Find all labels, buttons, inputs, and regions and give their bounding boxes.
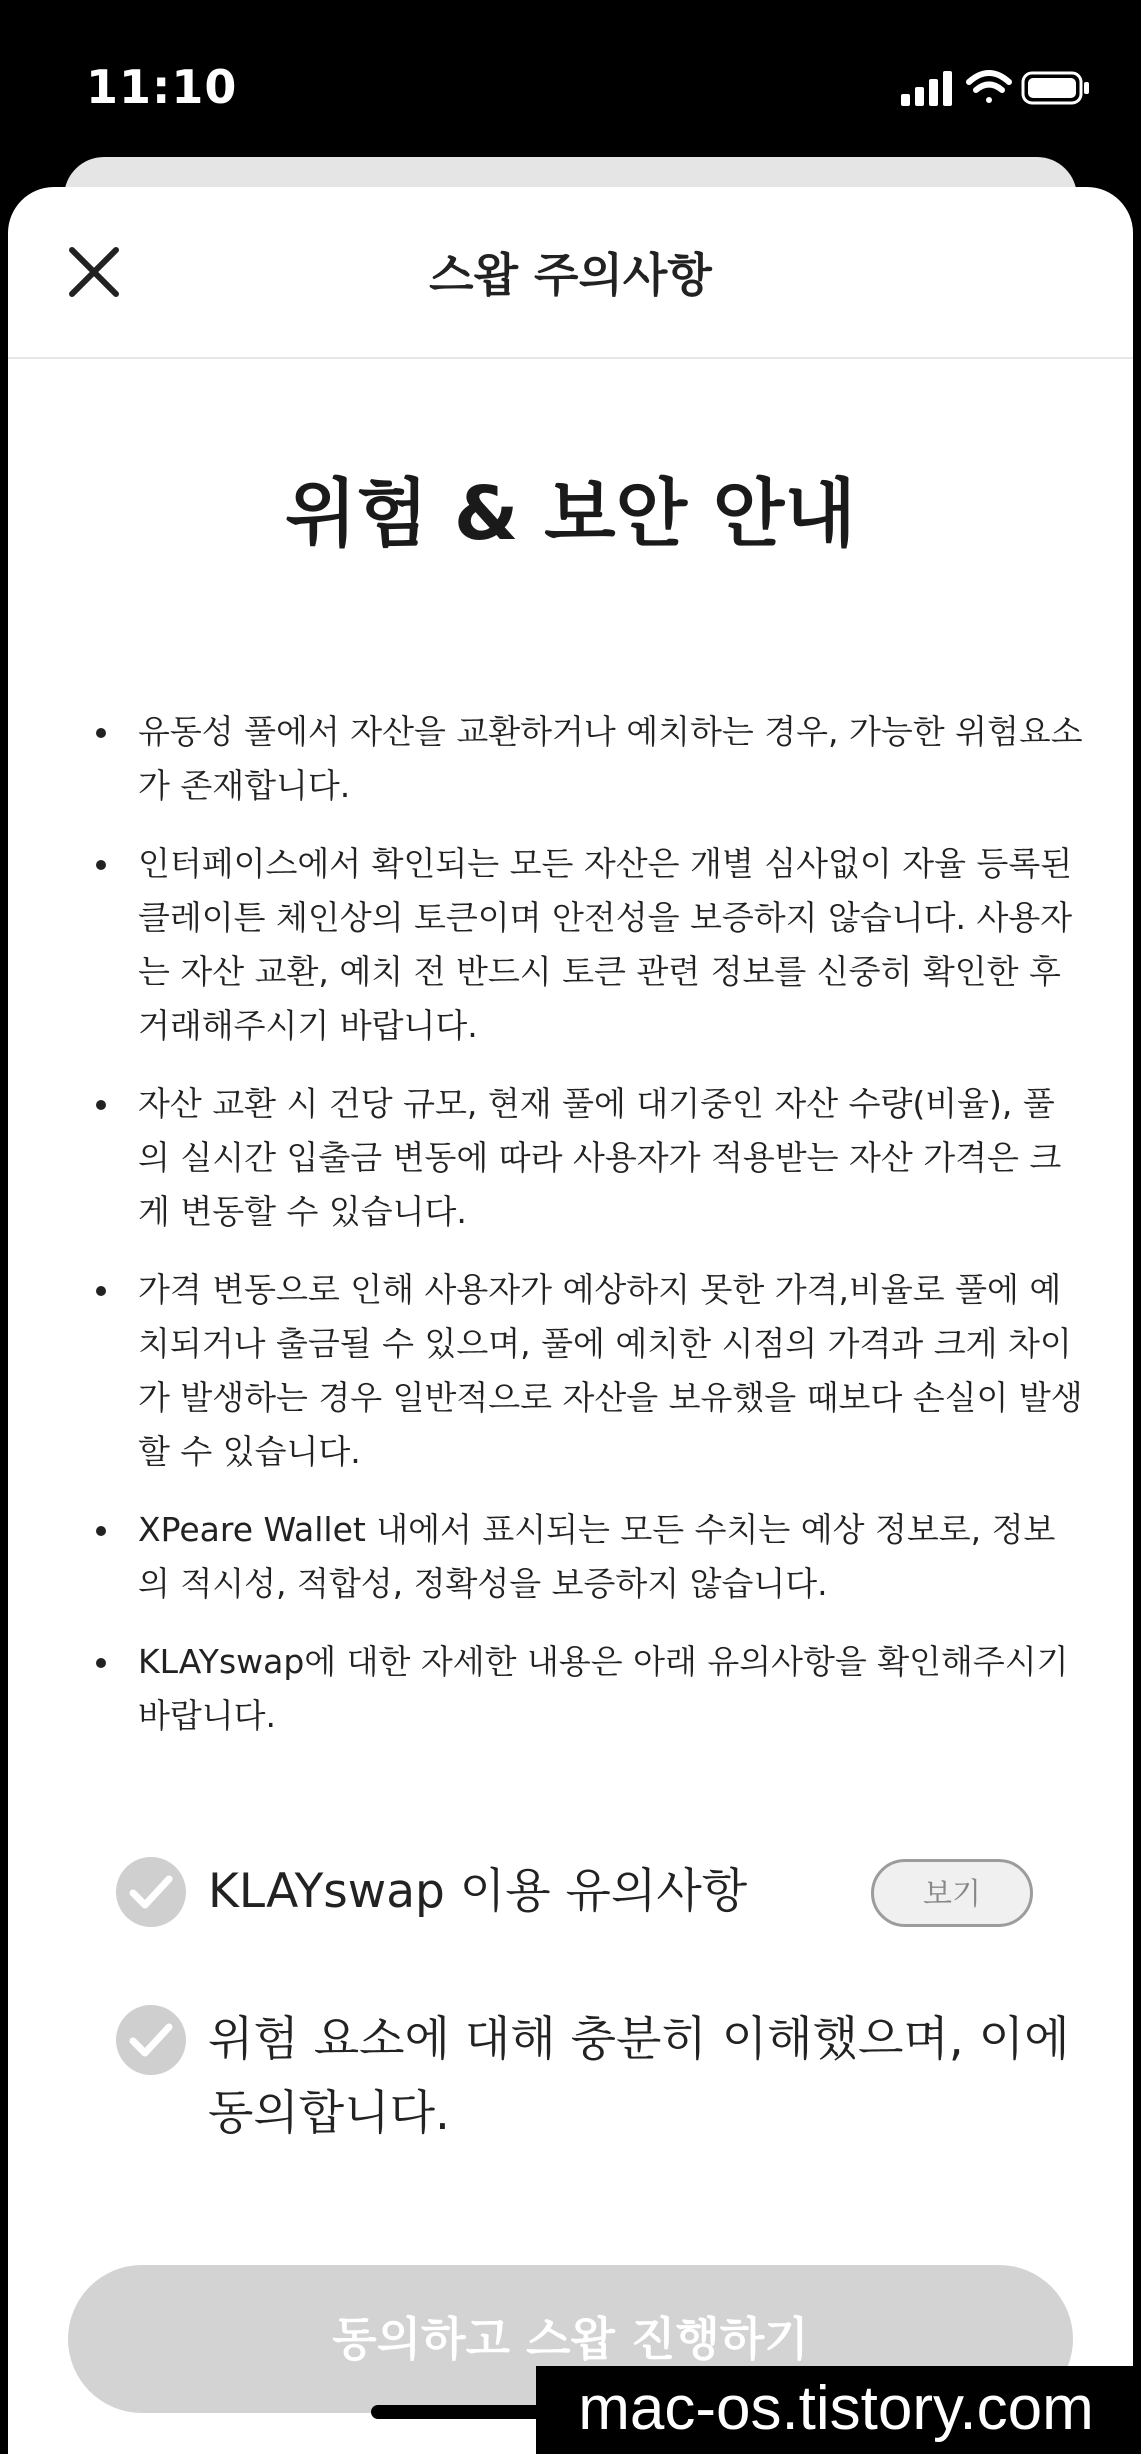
view-terms-button[interactable]: 보기 — [871, 1859, 1033, 1927]
status-icons — [901, 68, 1091, 112]
warning-item: 가격 변동으로 인해 사용자가 예상하지 못한 가격,비율로 풀에 예치되거나 출금될 수 있으며, 풀에 예치한 시점의 가격과 크게 차이가 발생하는 경우 일반적으로 자산을 보유했을 때보다 손실이 발생할 수 있습니다. — [88, 1263, 1083, 1479]
swap-warning-sheet — [8, 187, 1133, 2454]
agree-swap-button[interactable]: 동의하고 스왑 진행하기 — [68, 2265, 1073, 2413]
warning-item: 유동성 풀에서 자산을 교환하거나 예치하는 경우, 가능한 위험요소가 존재합니다. — [88, 705, 1083, 813]
sheet-title: 스왑 주의사항 — [429, 248, 712, 302]
terms-checkbox[interactable] — [116, 1857, 186, 1927]
agree-label-line2: 동의합니다. — [208, 2086, 450, 2141]
status-bar — [0, 0, 1141, 160]
warning-item: XPeare Wallet 내에서 표시되는 모든 수치는 예상 정보로, 정보의 적시성, 적합성, 정확성을 보증하지 않습니다. — [88, 1503, 1083, 1611]
agree-label-line1: 위험 요소에 대해 충분히 이해했으며, 이에 — [208, 2012, 1070, 2067]
warning-item: KLAYswap에 대한 자세한 내용은 아래 유의사항을 확인해주시기 바랍니다. — [88, 1635, 1083, 1743]
wifi-icon — [969, 73, 1009, 103]
terms-label: KLAYswap 이용 유의사항 — [208, 1864, 748, 1919]
signal-icon — [901, 71, 952, 106]
status-time: 11:10 — [86, 60, 238, 114]
watermark: mac-os.tistory.com — [536, 2366, 1136, 2454]
sheet-header — [8, 187, 1133, 359]
warning-item: 인터페이스에서 확인되는 모든 자산은 개별 심사없이 자율 등록된 클레이튼 체인상의 토큰이며 안전성을 보증하지 않습니다. 사용자는 자산 교환, 예치 전 반드시 토큰 관련 정보를 신중히 확인한 후 거래해주시기 바랍니다. — [88, 837, 1083, 1053]
check-icon — [129, 2020, 173, 2060]
check-icon — [129, 1872, 173, 1912]
warning-list — [88, 705, 1083, 1767]
warning-item: 자산 교환 시 건당 규모, 현재 풀에 대기중인 자산 수량(비율), 풀의 실시간 입출금 변동에 따라 사용자가 적용받는 자산 가격은 크게 변동할 수 있습니다. — [88, 1077, 1083, 1239]
main-title: 위험 & 보안 안내 — [285, 471, 856, 557]
battery-icon — [1023, 73, 1089, 103]
agree-checkbox[interactable] — [116, 2005, 186, 2075]
